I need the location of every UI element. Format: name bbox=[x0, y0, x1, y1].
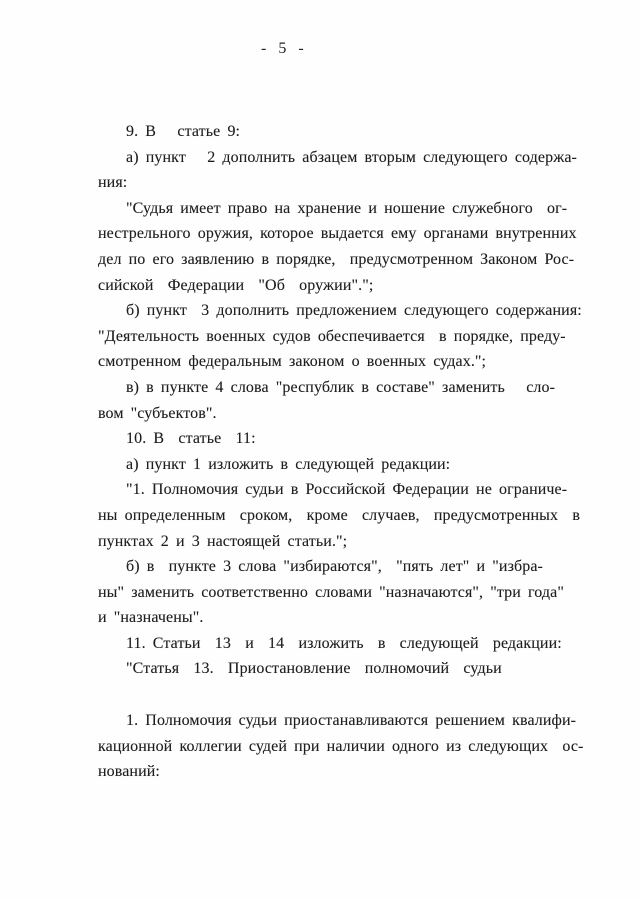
document-line: нований: bbox=[98, 763, 160, 781]
document-line: смотренном федеральным законом о военных судах."; bbox=[98, 353, 487, 371]
document-line: кационной коллегии судей при наличии одного из следующих ос- bbox=[98, 737, 584, 755]
document-line: "1. Полномочия судьи в Российской Федерации не ограниче- bbox=[126, 481, 568, 499]
document-line: "Статья 13. Приостановление полномочий судьи bbox=[126, 660, 502, 678]
document-body bbox=[98, 119, 598, 785]
document-line: ны" заменить соответственно словами "назначаются", "три года" bbox=[98, 583, 565, 601]
document-line: "Судья имеет право на хранение и ношение служебного ог- bbox=[126, 199, 568, 217]
document-line: пунктах 2 и 3 настоящей статьи."; bbox=[98, 532, 348, 550]
document-line: в) в пункте 4 слова "республик в составе" заменить сло- bbox=[126, 378, 556, 396]
document-line: а) пункт 1 изложить в следующей редакции: bbox=[126, 455, 451, 473]
document-line: 11. Статьи 13 и 14 изложить в следующей редакции: bbox=[126, 634, 562, 652]
document-line: б) в пункте 3 слова "избираются", "пять лет" и "избра- bbox=[126, 558, 543, 576]
document-line: нестрельного оружия, которое выдается ему органами внутренних bbox=[98, 225, 577, 243]
document-line: и "назначены". bbox=[98, 609, 204, 627]
document-line: ния: bbox=[98, 174, 128, 192]
document-line: 10. В статье 11: bbox=[126, 430, 256, 448]
document-line: вом "субъектов". bbox=[98, 404, 217, 422]
document-line: "Деятельность военных судов обеспечивается в порядке, преду- bbox=[98, 327, 566, 345]
document-line: сийской Федерации "Об оружии"."; bbox=[98, 276, 374, 294]
document-line: 9. В статье 9: bbox=[126, 123, 241, 140]
page-number: - 5 - bbox=[261, 40, 305, 57]
document-line: дел по его заявлению в порядке, предусмотренном Законом Рос- bbox=[98, 250, 575, 268]
document-line: а) пункт 2 дополнить абзацем вторым следующего содержа- bbox=[126, 148, 577, 166]
document-line: б) пункт 3 дополнить предложением следующего содержания: bbox=[126, 302, 582, 320]
document-line: ны определенным сроком, кроме случаев, предусмотренных в bbox=[98, 506, 580, 524]
document-line: 1. Полномочия судьи приостанавливаются решением квалифи- bbox=[126, 712, 577, 730]
